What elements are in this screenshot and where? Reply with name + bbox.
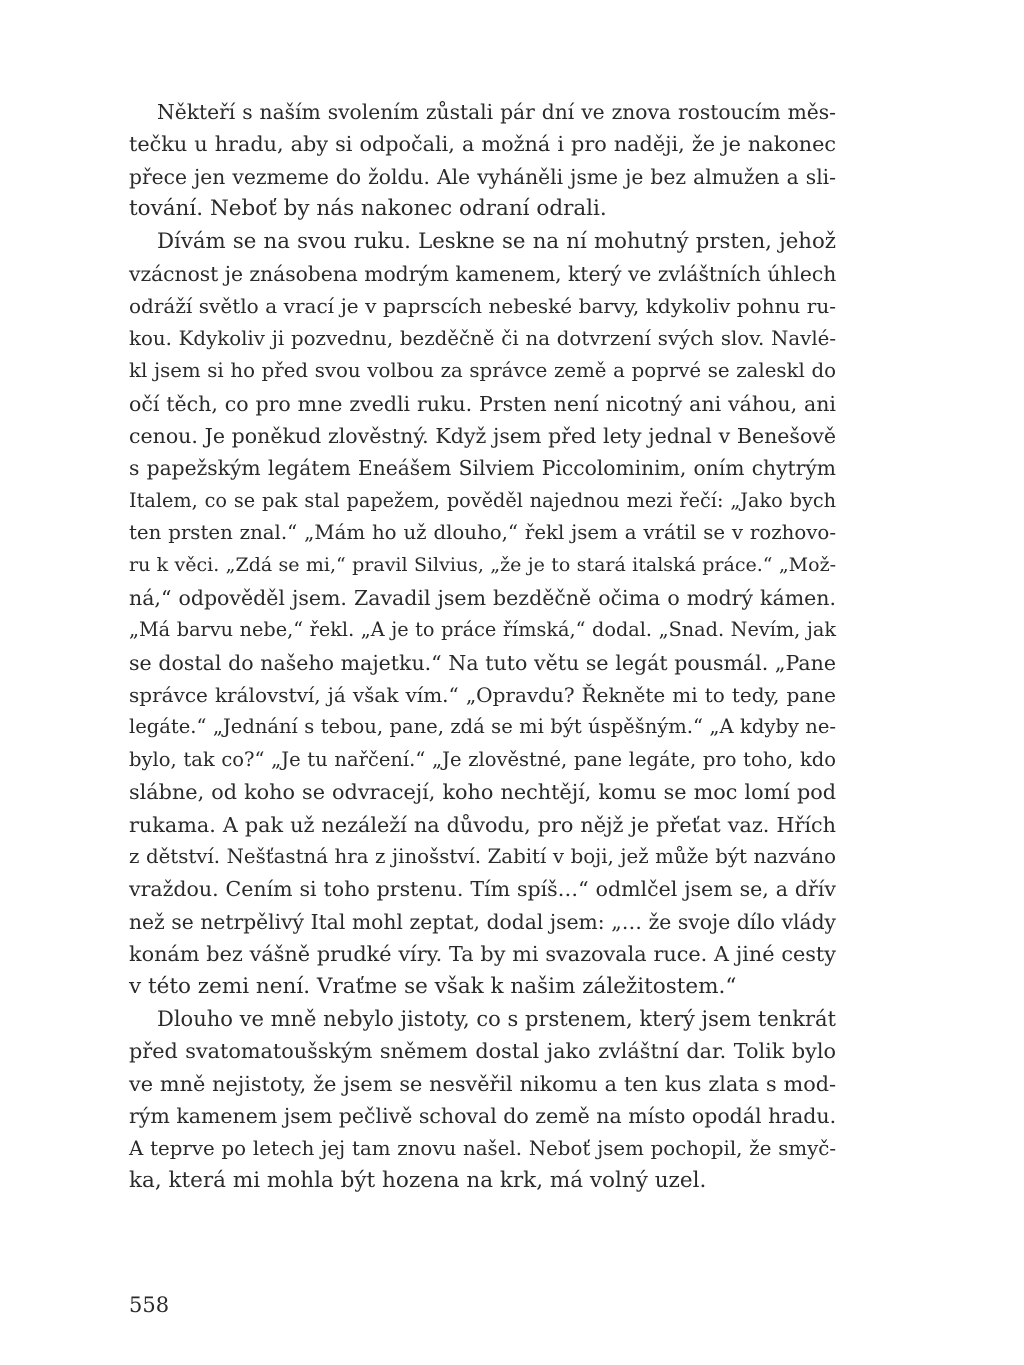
- text-line: ka, která mi mohla být hozena na krk, má volný uzel.: [129, 1167, 707, 1193]
- text-line: A teprve po letech jej tam znovu našel. Neboť jsem pochopil, že smyč-: [129, 1136, 836, 1160]
- text-line: v této zemi není. Vraťme se však k našim záležitostem.“: [129, 973, 737, 999]
- text-line: odráží světlo a vrací je v paprscích nebeské barvy, kdykoliv pohnu ru-: [129, 294, 836, 319]
- text-line: vraždou. Cením si toho prstenu. Tím spíš…“ odmlčel jsem se, a dřív: [129, 877, 836, 902]
- body-text: [129, 96, 836, 1197]
- text-line: ná,“ odpověděl jsem. Zavadil jsem bezděčně očima o modrý kámen.: [129, 585, 836, 610]
- text-line: Někteří s naším svolením zůstali pár dní ve znova rostoucím měs-: [157, 100, 836, 124]
- page-number: 558: [129, 1293, 170, 1317]
- text-line: Italem, co se pak stal papežem, pověděl najednou mezi řečí: „Jako bych: [129, 488, 836, 512]
- text-line: vzácnost je znásobena modrým kamenem, který ve zvláštních úhlech: [129, 261, 837, 286]
- text-line: před svatomatoušským sněmem dostal jako zvláštní dar. Tolik bylo: [129, 1039, 836, 1064]
- text-line: konám bez vášně prudké víry. Ta by mi svazovala ruce. A jiné cesty: [129, 942, 836, 967]
- text-line: kl jsem si ho před svou volbou za správce země a poprvé se zaleskl do: [129, 359, 836, 383]
- text-line: Dlouho ve mně nebylo jistoty, co s prstenem, který jsem tenkrát: [157, 1006, 836, 1031]
- text-line: očí těch, co pro mne zvedli ruku. Prsten není nicotný ani váhou, ani: [129, 391, 836, 416]
- text-line: se dostal do našeho majetku.“ Na tuto větu se legát pousmál. „Pane: [129, 650, 836, 675]
- text-line: přece jen vezmeme do žoldu. Ale vyháněli jsme je bez almužen a sli-: [129, 164, 836, 189]
- text-line: z dětství. Nešťastná hra z jinošství. Zabití v boji, jež může být nazváno: [129, 844, 836, 868]
- text-line: ve mně nejistoty, že jsem se nesvěřil nikomu a ten kus zlata s mod-: [129, 1071, 836, 1096]
- text-line: ru k věci. „Zdá se mi,“ pravil Silvius, „že je to stará italská práce.“ „Mož-: [129, 554, 836, 577]
- text-line: rým kamenem jsem pečlivě schoval do země na místo opodál hradu.: [129, 1104, 837, 1129]
- text-line: Dívám se na svou ruku. Leskne se na ní mohutný prsten, jehož: [157, 228, 836, 254]
- text-line: správce království, já však vím.“ „Opravdu? Řekněte mi to tedy, pane: [129, 683, 836, 708]
- text-line: „Má barvu nebe,“ řekl. „A je to práce římská,“ dodal. „Snad. Nevím, jak: [129, 618, 836, 642]
- paragraph: [129, 226, 836, 1003]
- paragraph: [129, 96, 836, 226]
- text-line: kou. Kdykoliv ji pozvednu, bezděčně či na dotvrzení svých slov. Navlé-: [129, 326, 836, 350]
- text-line: rukama. A pak už nezáleží na důvodu, pro nějž je přeťat vaz. Hřích: [129, 812, 836, 837]
- text-line: s papežským legátem Eneášem Silviem Piccolominim, oním chytrým: [129, 456, 836, 481]
- text-line: než se netrpělivý Ital mohl zeptat, dodal jsem: „… že svoje dílo vlády: [129, 909, 836, 934]
- text-line: tečku u hradu, aby si odpočali, a možná i pro naději, že je nakonec: [129, 132, 836, 157]
- text-line: legáte.“ „Jednání s tebou, pane, zdá se mi být úspěšným.“ „A kdyby ne-: [129, 715, 836, 739]
- text-line: bylo, tak co?“ „Je tu nařčení.“ „Je zlověstné, pane legáte, pro toho, kdo: [129, 747, 836, 771]
- paragraph: [129, 1003, 836, 1197]
- text-line: slábne, od koho se odvracejí, koho nechtějí, komu se moc lomí pod: [129, 780, 836, 805]
- text-line: tování. Neboť by nás nakonec odraní odrali.: [129, 196, 607, 222]
- text-line: cenou. Je poněkud zlověstný. Když jsem před lety jednal v Benešově: [129, 423, 836, 448]
- text-line: ten prsten znal.“ „Mám ho už dlouho,“ řekl jsem a vrátil se v rozhovo-: [129, 521, 836, 545]
